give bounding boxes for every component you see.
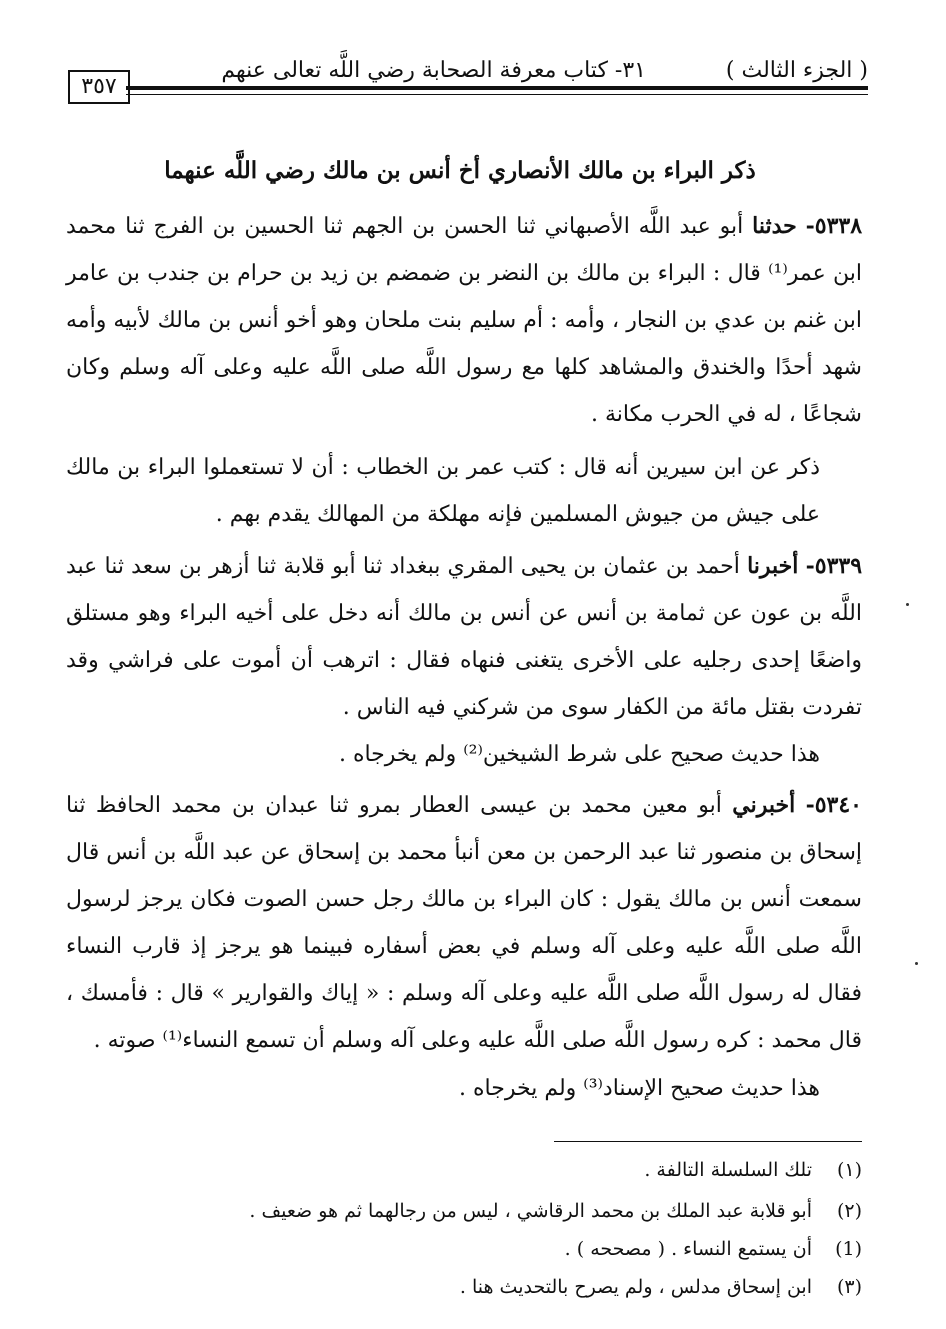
section-title: ذكر البراء بن مالك الأنصاري أخ أنس بن مالك رضي اللَّه عنهما	[164, 157, 756, 184]
header-rule-thick	[126, 86, 868, 90]
hadith-5338	[66, 203, 862, 438]
running-header-book-title: ٣١- كتاب معرفة الصحابة رضي اللَّه تعالى عنهم	[221, 58, 646, 83]
footnote-separator	[554, 1141, 862, 1142]
hadith-lead-word: أخبرني	[732, 792, 796, 818]
hadith-number: ٥٣٤٠-	[805, 792, 862, 818]
footnote-3	[66, 1234, 862, 1264]
footnote-4	[66, 1272, 862, 1302]
hadith-5339-verdict: هذا حديث صحيح على شرط الشيخين⁽²⁾ ولم يخرجاه .	[338, 742, 820, 767]
footnote-text: أبو قلابة عبد الملك بن محمد الرقاشي ، ليس من رجالهما ثم هو ضعيف .	[249, 1200, 812, 1222]
footnote-2	[66, 1196, 862, 1226]
footnote-number: (1)	[835, 1238, 862, 1260]
page-number-box: ٣٥٧	[68, 70, 130, 104]
hadith-text: أبو عبد اللَّه الأصبهاني ثنا الحسن بن الجهم ثنا الحسين بن الفرج ثنا محمد ابن عمر⁽¹⁾ قال : البراء بن مالك بن النضر بن ضمضم بن زيد بن حرام بن جندب بن عامر ابن غنم بن عدي بن النجار ، وأمه : أم سليم بنت ملحان وهو أخو أنس بن مالك لأبيه وأمه شهد أحدًا والخندق والمشاهد كلها مع رسول اللَّه صلى اللَّه عليه وعلى آله وسلم وكان شجاعًا ، له في الحرب مكانة .	[66, 214, 862, 427]
footnote-number: (٢)	[836, 1200, 862, 1222]
hadith-number: ٥٣٣٨-	[805, 213, 863, 239]
scan-speck	[915, 962, 918, 965]
hadith-text: أحمد بن عثمان بن يحيى المقري ببغداد ثنا أبو قلابة ثنا أزهر بن سعد ثنا عبد اللَّه بن عون عن ثمامة بن أنس عن أنس بن مالك أنه دخل على أخيه البراء وهو مستلق واضعًا إحدى رجليه على الأخرى يتغنى فنهاه فقال : اترهب أن أموت على فراشي وقد تفردت بقتل مائة من الكفار سوى من شركني فيه الناس .	[66, 554, 862, 720]
footnote-number: (١)	[836, 1159, 862, 1181]
hadith-lead-word: حدثنا	[752, 213, 797, 239]
hadith-text: أبو معين محمد بن عيسى العطار بمرو ثنا عبدان بن محمد الحافظ ثنا إسحاق بن منصور ثنا عبد الرحمن بن معن أنبأ محمد بن إسحاق عن عبد اللَّه بن أنس قال سمعت أنس بن مالك يقول : كان البراء بن مالك رجل حسن الصوت فكان يرجز لرسول اللَّه صلى اللَّه عليه وعلى آله وسلم في بعض أسفاره فبينما هو يرجز إذ قارب النساء فقال له رسول اللَّه صلى اللَّه عليه وعلى آله وسلم : « إياك والقوارير » قال : فأمسك ، قال محمد : كره رسول اللَّه صلى اللَّه عليه وعلى آله وسلم أن تسمع النساء⁽¹⁾ صوته .	[66, 793, 862, 1053]
hadith-5340-verdict: هذا حديث صحيح الإسناد⁽³⁾ ولم يخرجاه .	[459, 1076, 820, 1101]
header-rule-thin	[126, 94, 868, 95]
hadith-number: ٥٣٣٩-	[805, 553, 863, 579]
footnote-text: ابن إسحاق مدلس ، ولم يصرح بالتحديث هنا .	[459, 1276, 812, 1298]
note-ibn-sirin: ذكر عن ابن سيرين أنه قال : كتب عمر بن الخطاب : أن لا تستعملوا البراء بن مالك على جيش من جيوش المسلمين فإنه مهلكة من المهالك يقدم بهم .	[66, 455, 820, 527]
footnote-1	[66, 1155, 862, 1185]
footnote-number: (٣)	[836, 1276, 862, 1298]
hadith-lead-word: أخبرنا	[747, 553, 799, 579]
hadith-5340	[66, 782, 862, 1064]
scan-speck	[906, 603, 909, 606]
footnote-text: تلك السلسلة التالفة .	[644, 1159, 812, 1181]
running-header-part: ( الجزء الثالث )	[725, 58, 868, 83]
hadith-5339	[66, 543, 862, 731]
footnote-text: أن يستمع النساء . ( مصححه ) .	[564, 1238, 812, 1260]
